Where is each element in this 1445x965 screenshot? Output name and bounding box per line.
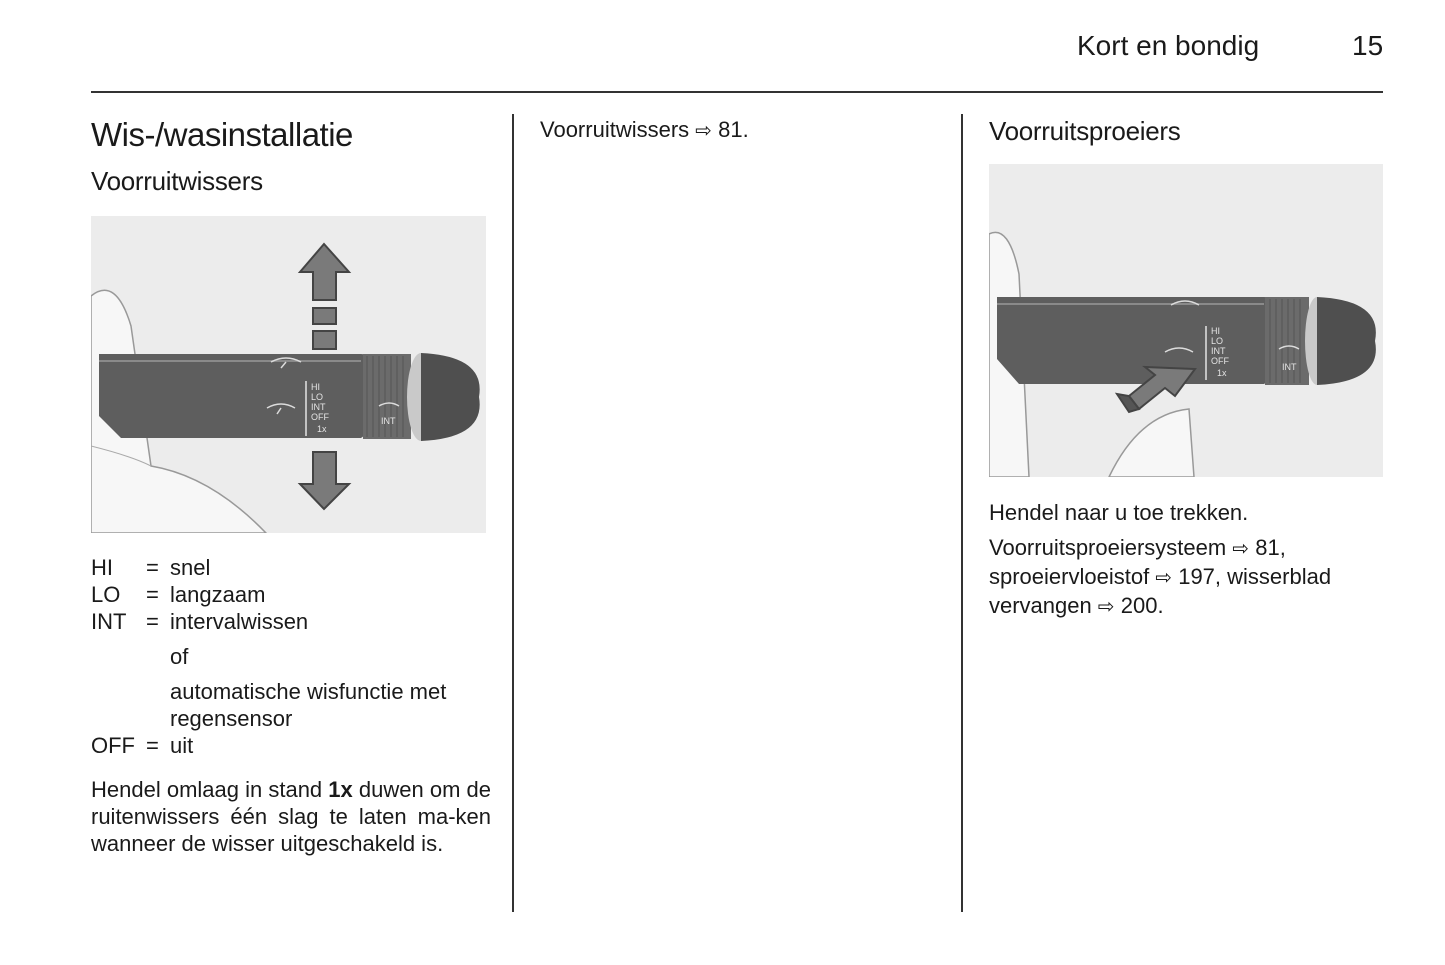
washer-lever-figure: [989, 164, 1383, 477]
arrow-up-icon: [300, 244, 349, 349]
column-3: [989, 114, 1383, 618]
subsection-title-washers: Voorruitsproeiers: [989, 116, 1181, 146]
page-reference-arrow-icon: ⇨: [1232, 538, 1250, 560]
label-hi: HI: [311, 382, 320, 392]
label-lo: LO: [311, 392, 324, 402]
legend-auto: automatische wisfunctie met regensensor: [170, 679, 447, 731]
column-1: [91, 114, 491, 856]
label-off: OFF: [311, 412, 329, 422]
position-legend: [91, 554, 491, 759]
single-wipe-note: Hendel omlaag in stand 1x duwen om de ruitenwissers één slag te laten ma-ken wanneer de wisser uitgeschakeld is.: [91, 777, 491, 856]
page-reference-arrow-icon: ⇨: [1155, 567, 1173, 589]
svg-text:LO: LO: [1211, 336, 1224, 346]
cross-reference: Voorruitwissers ⇨ 81.: [540, 117, 749, 142]
arrow-down-icon: [300, 452, 349, 509]
legend-row: LO = langzaam: [91, 582, 266, 607]
legend-row: INT = intervalwissen: [91, 609, 309, 634]
washer-cross-references: Voorruitsproeiersysteem ⇨ 81, sproeiervloeistof ⇨ 197, wisserblad vervangen ⇨ 200.: [989, 535, 1332, 618]
column-2: [540, 114, 940, 145]
page-header-title: Kort en bondig: [1077, 30, 1260, 61]
page-reference-arrow-icon: ⇨: [1097, 596, 1115, 618]
label-int-ring: INT: [381, 416, 396, 426]
legend-or: of: [170, 644, 189, 669]
column-divider-1: [512, 114, 514, 912]
header-rule: [91, 91, 1383, 93]
svg-text:1x: 1x: [1217, 368, 1227, 378]
column-divider-2: [961, 114, 963, 912]
legend-row: OFF = uit: [91, 733, 194, 758]
legend-row: HI = snel: [91, 555, 211, 580]
svg-text:HI: HI: [1211, 326, 1220, 336]
svg-text:OFF: OFF: [1211, 356, 1229, 366]
label-1x: 1x: [317, 424, 327, 434]
svg-text:INT: INT: [1211, 346, 1226, 356]
washer-text-block: [989, 499, 1383, 621]
washer-instruction: Hendel naar u toe trekken.: [989, 500, 1249, 525]
page-number: 15: [1352, 30, 1384, 61]
label-int: INT: [311, 402, 326, 412]
subsection-title-wipers: Voorruitwissers: [91, 166, 263, 196]
section-title: Wis-/wasinstallatie: [91, 116, 353, 153]
svg-text:INT: INT: [1282, 362, 1297, 372]
wiper-lever-figure: [91, 216, 486, 533]
page-reference-arrow-icon: ⇨: [695, 120, 713, 142]
